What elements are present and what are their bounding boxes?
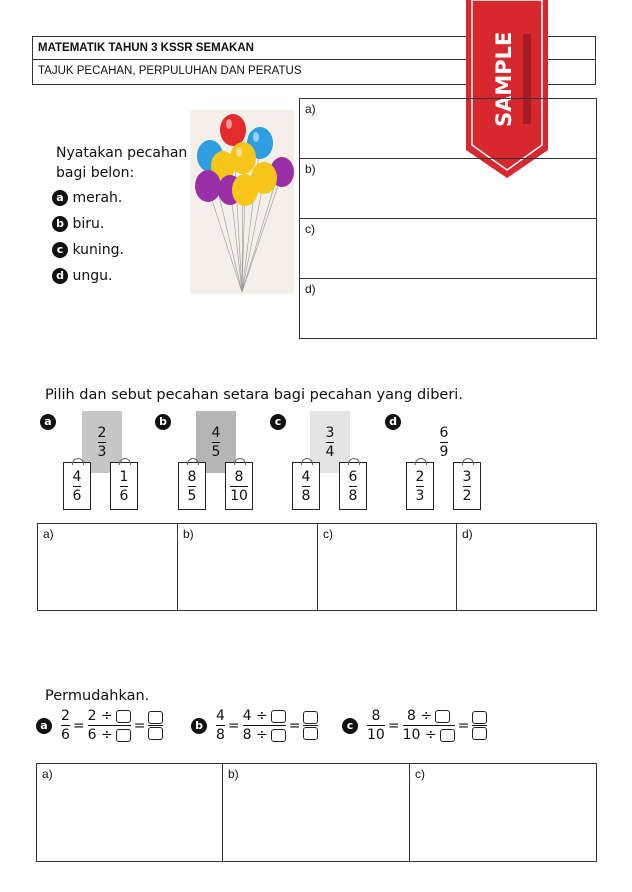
badge-b: b [191, 718, 207, 734]
answer-label: b) [228, 767, 239, 781]
badge-a: a [40, 414, 56, 430]
section1-item-c [52, 242, 124, 258]
fraction-card[interactable]: $\frac{8}{5}$ [178, 462, 206, 510]
badge-c: c [270, 414, 286, 430]
equation-a: a $\frac{2}{6}$ = $\frac{2 \div}{6 \div}$ = [36, 708, 163, 743]
answer-label: a) [42, 767, 53, 781]
badge-a: a [52, 190, 68, 206]
badge-d: d [52, 268, 68, 284]
balloon-purple [195, 170, 221, 202]
blank-box[interactable] [148, 727, 163, 740]
given-fraction-b: $\frac{4}{5}$ [196, 411, 236, 473]
answer-label: d) [462, 527, 473, 541]
answer-box-1c[interactable] [299, 218, 597, 279]
answer-box-1b[interactable] [299, 158, 597, 219]
badge-d: d [385, 414, 401, 430]
answer-box-2a[interactable] [37, 523, 178, 611]
blank-box[interactable] [116, 710, 131, 723]
sample-text: SAMPLE [492, 31, 516, 127]
fraction-card[interactable]: $\frac{6}{8}$ [339, 462, 367, 510]
blank-box[interactable] [116, 729, 131, 742]
answer-label: c) [415, 767, 425, 781]
answer-label: c) [305, 222, 315, 236]
answer-label: a) [43, 527, 54, 541]
worksheet-topic: TAJUK PECAHAN, PERPULUHAN DAN PERATUS [32, 60, 596, 85]
section1-item-a [52, 190, 122, 206]
worksheet-title: MATEMATIK TAHUN 3 KSSR SEMAKAN [32, 36, 596, 60]
item-text: biru. [72, 216, 105, 232]
equation-b: b $\frac{4}{8}$ = $\frac{4 \div}{8 \div}$ = [191, 708, 318, 743]
equation-c: c $\frac{8}{10}$ = $\frac{8 \div}{10 \div}$ = [342, 708, 487, 743]
blank-box[interactable] [440, 729, 455, 742]
answer-box-3c[interactable] [409, 763, 597, 862]
section3-instruction: Permudahkan. [45, 688, 150, 704]
answer-label: a) [305, 102, 316, 116]
balloons-image [190, 110, 294, 294]
fraction-card[interactable]: $\frac{4}{6}$ [63, 462, 91, 510]
badge-b: b [155, 414, 171, 430]
blank-box[interactable] [303, 727, 318, 740]
fraction-card[interactable]: $\frac{4}{8}$ [292, 462, 320, 510]
fraction-card[interactable]: $\frac{3}{2}$ [453, 462, 481, 510]
section1-item-d [52, 268, 112, 284]
answer-label: c) [323, 527, 333, 541]
section2-instruction: Pilih dan sebut pecahan setara bagi pecahan yang diberi. [45, 387, 463, 403]
blank-box[interactable] [303, 711, 318, 724]
given-fraction-c: $\frac{3}{4}$ [310, 411, 350, 473]
badge-b: b [52, 216, 68, 232]
answer-box-1d[interactable] [299, 278, 597, 339]
blank-box[interactable] [148, 711, 163, 724]
answer-box-2c[interactable] [317, 523, 457, 611]
answer-box-3b[interactable] [222, 763, 410, 862]
blank-box[interactable] [271, 710, 286, 723]
fraction-card[interactable]: $\frac{8}{10}$ [225, 462, 253, 510]
answer-label: b) [305, 162, 316, 176]
answer-box-1a[interactable] [299, 98, 597, 159]
item-text: ungu. [72, 268, 113, 284]
blank-box[interactable] [472, 727, 487, 740]
answer-box-2b[interactable] [177, 523, 318, 611]
answer-label: d) [305, 282, 316, 296]
answer-label: b) [183, 527, 194, 541]
given-fraction-d: $\frac{6}{9}$ [439, 424, 449, 460]
fraction-card[interactable]: $\frac{2}{3}$ [406, 462, 434, 510]
fraction-card[interactable]: $\frac{1}{6}$ [110, 462, 138, 510]
blank-box[interactable] [271, 729, 286, 742]
answer-box-2d[interactable] [456, 523, 597, 611]
balloon-red [220, 114, 246, 146]
given-fraction-a: $\frac{2}{3}$ [82, 411, 122, 473]
balloon-yellow [232, 174, 258, 206]
item-text: kuning. [72, 242, 124, 258]
badge-c: c [342, 718, 358, 734]
badge-a: a [36, 718, 52, 734]
answer-box-3a[interactable] [36, 763, 223, 862]
badge-c: c [52, 242, 68, 258]
section1-item-b [52, 216, 104, 232]
blank-box[interactable] [472, 711, 487, 724]
section1-instruction: Nyatakan pecahan bagi belon: [56, 145, 188, 181]
item-text: merah. [72, 190, 123, 206]
blank-box[interactable] [435, 710, 450, 723]
